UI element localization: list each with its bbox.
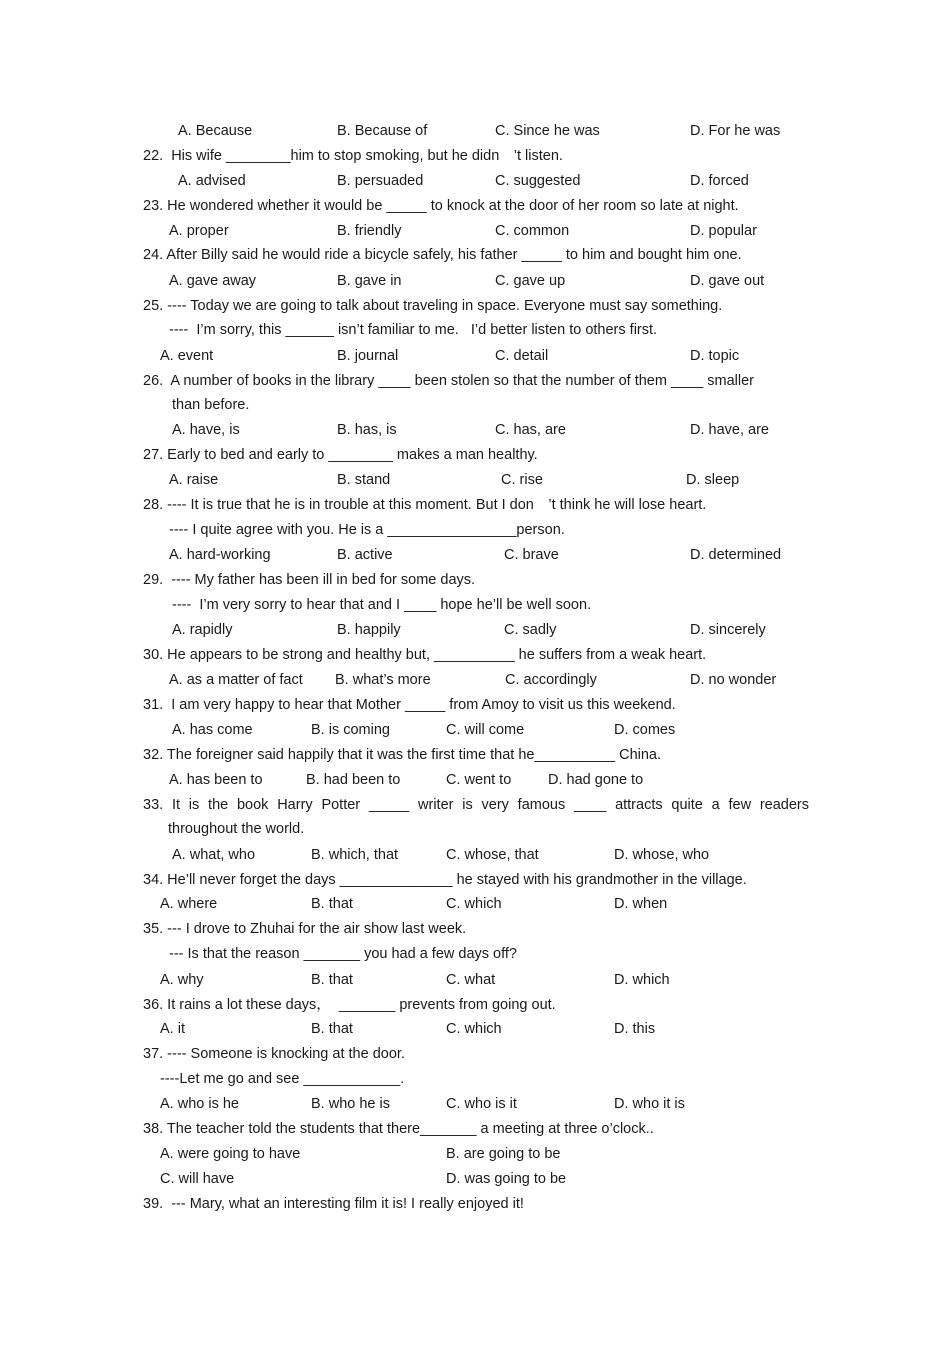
q28-option-d: D. determined — [690, 547, 782, 563]
q29-option-d: D. sincerely — [690, 622, 766, 638]
q32-option-c: C. went to — [446, 772, 512, 788]
q32-option-a: A. has been to — [169, 772, 263, 788]
q29-stem: 29. ---- My father has been ill in bed for some days. — [143, 572, 476, 588]
q32-option-b: B. had been to — [306, 772, 401, 788]
q35-option-c: C. what — [446, 972, 496, 988]
q28-reply: ---- I quite agree with you. He is a ________________person. — [169, 522, 565, 538]
q34-stem: 34. He’ll never forget the days ______________ he stayed with his grandmother in the village. — [143, 872, 747, 888]
q36-option-a: A. it — [160, 1021, 185, 1037]
q28-option-b: B. active — [337, 547, 393, 563]
q34-option-c: C. which — [446, 896, 502, 912]
q27-option-a: A. raise — [169, 472, 219, 488]
q27-option-b: B. stand — [337, 472, 391, 488]
q29-reply: ---- I’m very sorry to hear that and I ____ hope he’ll be well soon. — [172, 597, 592, 613]
q30-option-c: C. accordingly — [505, 672, 597, 688]
q35-reply: --- Is that the reason _______ you had a few days off? — [169, 946, 517, 962]
q26-option-a: A. have, is — [172, 422, 240, 438]
q31-option-d: D. comes — [614, 722, 676, 738]
q37-reply: ----Let me go and see ____________. — [160, 1071, 405, 1087]
q37-option-d: D. who it is — [614, 1096, 685, 1112]
q27-stem: 27. Early to bed and early to ________ makes a man healthy. — [143, 447, 538, 463]
q25-stem: 25. ---- Today we are going to talk about traveling in space. Everyone must say something. — [143, 298, 723, 314]
q29-option-c: C. sadly — [504, 622, 557, 638]
q26-option-d: D. have, are — [690, 422, 769, 438]
q35-option-a: A. why — [160, 972, 204, 988]
q22-stem: 22. His wife ________him to stop smoking, but he didn ’t listen. — [143, 148, 563, 164]
q23-option-d: D. popular — [690, 223, 757, 239]
q31-stem: 31. I am very happy to hear that Mother _____ from Amoy to visit us this weekend. — [143, 697, 676, 713]
q34-option-b: B. that — [311, 896, 353, 912]
q25-option-b: B. journal — [337, 348, 399, 364]
q23-option-a: A. proper — [169, 223, 229, 239]
q24-option-a: A. gave away — [169, 273, 257, 289]
q35-option-b: B. that — [311, 972, 353, 988]
q24-option-c: C. gave up — [495, 273, 566, 289]
q30-stem: 30. He appears to be strong and healthy but, __________ he suffers from a weak heart. — [143, 647, 707, 663]
q38-option-c: C. will have — [160, 1171, 235, 1187]
q31-option-c: C. will come — [446, 722, 525, 738]
q35-option-d: D. which — [614, 972, 670, 988]
q27-option-d: D. sleep — [686, 472, 740, 488]
q21-option-c: C. Since he was — [495, 123, 600, 139]
q26-option-c: C. has, are — [495, 422, 566, 438]
q33-option-a: A. what, who — [172, 847, 256, 863]
q36-option-b: B. that — [311, 1021, 353, 1037]
q22-option-a: A. advised — [178, 173, 246, 189]
q23-option-b: B. friendly — [337, 223, 402, 239]
q29-option-b: B. happily — [337, 622, 401, 638]
q23-stem: 23. He wondered whether it would be _____ to knock at the door of her room so late at night. — [143, 198, 739, 214]
q34-option-d: D. when — [614, 896, 668, 912]
q33-option-d: D. whose, who — [614, 847, 710, 863]
q31-option-b: B. is coming — [311, 722, 390, 738]
q30-option-a: A. as a matter of fact — [169, 672, 303, 688]
q32-option-d: D. had gone to — [548, 772, 644, 788]
q25-option-c: C. detail — [495, 348, 549, 364]
q33-stem: 33. It is the book Harry Potter _____ writer is very famous ____ attracts quite a few readers — [143, 797, 809, 813]
q36-option-d: D. this — [614, 1021, 656, 1037]
q32-stem: 32. The foreigner said happily that it was the first time that he__________ China. — [143, 747, 662, 763]
q27-option-c: C. rise — [501, 472, 543, 488]
q28-stem: 28. ---- It is true that he is in trouble at this moment. But I don ’t think he will lose heart. — [143, 497, 707, 513]
q37-option-b: B. who he is — [311, 1096, 390, 1112]
q39-stem: 39. --- Mary, what an interesting film it is! I really enjoyed it! — [143, 1196, 524, 1212]
q21-option-b: B. Because of — [337, 123, 428, 139]
q33-option-c: C. whose, that — [446, 847, 539, 863]
q22-option-d: D. forced — [690, 173, 749, 189]
q24-option-d: D. gave out — [690, 273, 765, 289]
q28-option-a: A. hard-working — [169, 547, 271, 563]
q37-option-c: C. who is it — [446, 1096, 517, 1112]
q21-option-a: A. Because — [178, 123, 253, 139]
q30-option-b: B. what’s more — [335, 672, 431, 688]
q26-option-b: B. has, is — [337, 422, 397, 438]
q37-stem: 37. ---- Someone is knocking at the door. — [143, 1046, 405, 1062]
q22-option-c: C. suggested — [495, 173, 581, 189]
q36-stem: 36. It rains a lot these days， _______ prevents from going out. — [143, 997, 556, 1013]
q22-option-b: B. persuaded — [337, 173, 424, 189]
q25-option-d: D. topic — [690, 348, 740, 364]
q38-stem: 38. The teacher told the students that there_______ a meeting at three o’clock.. — [143, 1121, 654, 1137]
q35-stem: 35. --- I drove to Zhuhai for the air show last week. — [143, 921, 467, 937]
q30-option-d: D. no wonder — [690, 672, 777, 688]
q36-option-c: C. which — [446, 1021, 502, 1037]
q34-option-a: A. where — [160, 896, 218, 912]
q24-option-b: B. gave in — [337, 273, 402, 289]
q26-stem-cont: than before. — [172, 397, 250, 413]
q38-option-d: D. was going to be — [446, 1171, 567, 1187]
q25-option-a: A. event — [160, 348, 214, 364]
q28-option-c: C. brave — [504, 547, 559, 563]
q25-reply: ---- I’m sorry, this ______ isn’t familiar to me. I’d better listen to others first. — [169, 322, 658, 338]
q33-stem-cont: throughout the world. — [168, 821, 305, 837]
q29-option-a: A. rapidly — [172, 622, 233, 638]
q24-stem: 24. After Billy said he would ride a bicycle safely, his father _____ to him and bought him one. — [143, 247, 742, 263]
q21-option-d: D. For he was — [690, 123, 781, 139]
q26-stem: 26. A number of books in the library ____ been stolen so that the number of them ____ smaller — [143, 373, 754, 389]
q38-option-b: B. are going to be — [446, 1146, 561, 1162]
q37-option-a: A. who is he — [160, 1096, 239, 1112]
q33-option-b: B. which, that — [311, 847, 399, 863]
q31-option-a: A. has come — [172, 722, 253, 738]
q23-option-c: C. common — [495, 223, 570, 239]
q38-option-a: A. were going to have — [160, 1146, 301, 1162]
